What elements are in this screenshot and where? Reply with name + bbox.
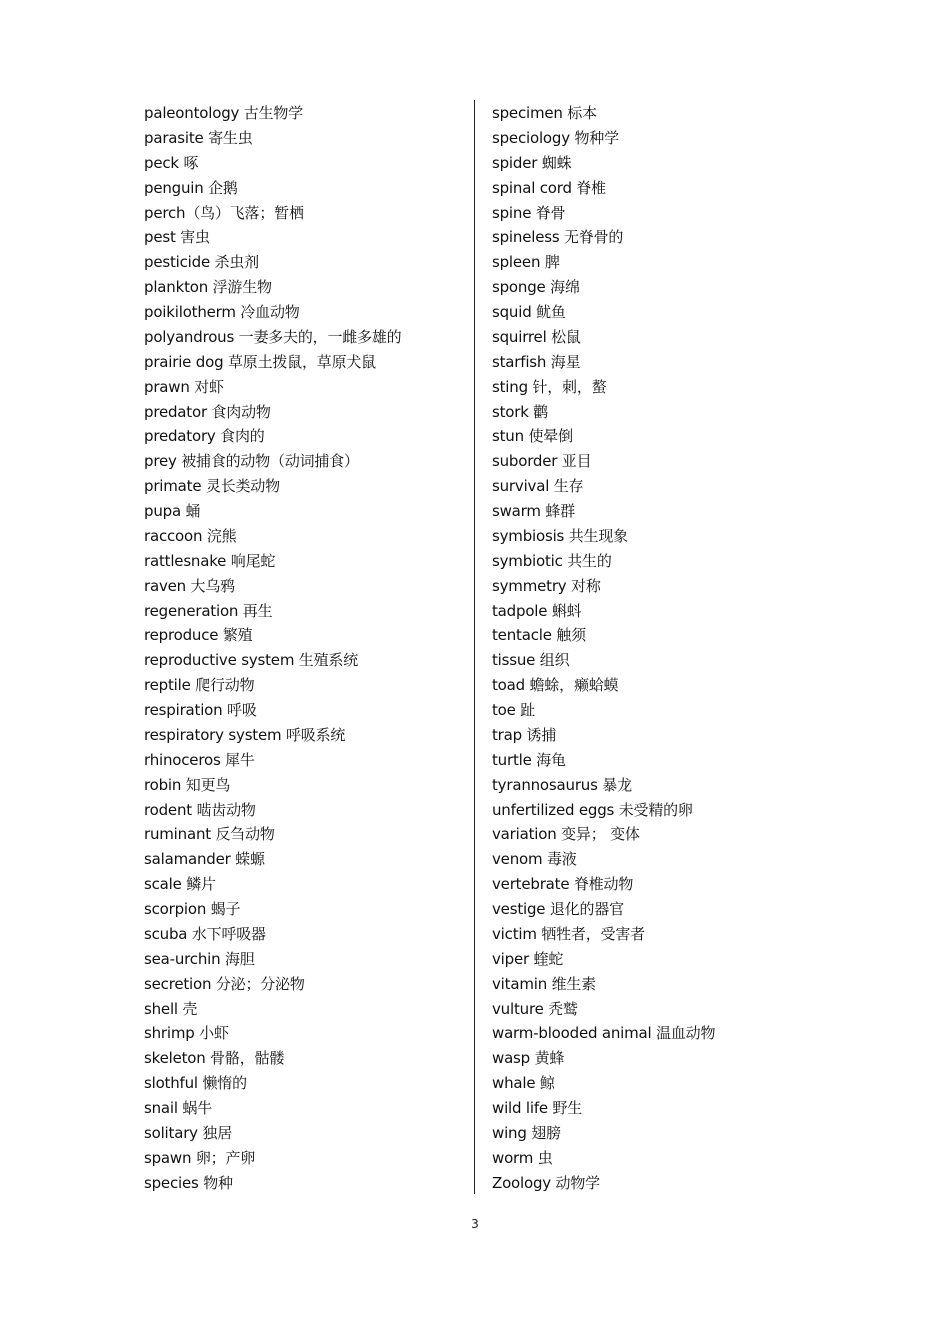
vocabulary-entry: symbiotic 共生的 — [492, 551, 612, 570]
vocabulary-entry: poikilotherm 冷血动物 — [144, 303, 300, 321]
vocabulary-column-left — [144, 101, 464, 1196]
vocabulary-entry: sting 针，刺，螯 — [492, 377, 607, 396]
vocabulary-entry: vertebrate 脊椎动物 — [492, 875, 634, 894]
column-divider — [474, 100, 475, 1194]
vocabulary-entry: rhinoceros 犀牛 — [144, 750, 255, 769]
vocabulary-entry: secretion 分泌；分泌物 — [144, 974, 305, 993]
vocabulary-entry: primate 灵长类动物 — [144, 477, 280, 496]
vocabulary-entry: victim 牺牲者，受害者 — [492, 924, 645, 943]
vocabulary-entry: prey 被捕食的动物（动词捕食） — [144, 452, 359, 471]
vocabulary-entry: plankton 浮游生物 — [144, 278, 272, 297]
vocabulary-entry: snail 蜗牛 — [144, 1099, 213, 1117]
vocabulary-entry: Zoology 动物学 — [492, 1173, 600, 1192]
vocabulary-entry: slothful 懒惰的 — [144, 1074, 247, 1093]
vocabulary-entry: raven 大乌鸦 — [144, 576, 235, 595]
vocabulary-entry: respiratory system 呼吸系统 — [144, 725, 346, 744]
vocabulary-entry: viper 蝰蛇 — [492, 949, 564, 968]
vocabulary-entry: predator 食肉动物 — [144, 402, 271, 421]
vocabulary-entry: regeneration 再生 — [144, 601, 273, 620]
vocabulary-entry: reproduce 繁殖 — [144, 626, 253, 645]
vocabulary-entry: symmetry 对称 — [492, 576, 601, 595]
vocabulary-entry: survival 生存 — [492, 477, 584, 496]
vocabulary-entry: tissue 组织 — [492, 651, 570, 670]
vocabulary-entry: polyandrous 一妻多夫的，一雌多雄的 — [144, 327, 402, 346]
vocabulary-entry: rodent 啮齿动物 — [144, 800, 256, 819]
vocabulary-entry: whale 鲸 — [492, 1074, 555, 1093]
vocabulary-entry: venom 毒液 — [492, 850, 577, 869]
vocabulary-entry: vulture 秃鹫 — [492, 999, 578, 1018]
vocabulary-entry: suborder 亚目 — [492, 452, 592, 471]
vocabulary-entry: raccoon 浣熊 — [144, 526, 237, 545]
vocabulary-entry: toe 趾 — [492, 701, 536, 719]
vocabulary-entry: trap 诱捕 — [492, 725, 557, 744]
vocabulary-entry: tentacle 触须 — [492, 626, 586, 645]
vocabulary-entry: tadpole 蝌蚪 — [492, 601, 582, 620]
page-number: 3 — [471, 1217, 479, 1231]
vocabulary-entry: prairie dog 草原土拨鼠，草原犬鼠 — [144, 352, 376, 371]
vocabulary-entry: scuba 水下呼吸器 — [144, 924, 266, 943]
vocabulary-entry: speciology 物种学 — [492, 128, 619, 147]
vocabulary-entry: reptile 爬行动物 — [144, 676, 255, 695]
vocabulary-entry: paleontology 古生物学 — [144, 104, 303, 122]
vocabulary-entry: perch（鸟）飞落；暂栖 — [144, 203, 304, 222]
vocabulary-entry: parasite 寄生虫 — [144, 128, 253, 147]
vocabulary-entry: species 物种 — [144, 1173, 233, 1192]
vocabulary-entry: shell 壳 — [144, 999, 198, 1018]
vocabulary-entry: symbiosis 共生现象 — [492, 526, 628, 545]
vocabulary-entry: ruminant 反刍动物 — [144, 825, 275, 844]
vocabulary-entry: squid 鱿鱼 — [492, 303, 566, 321]
vocabulary-entry: wing 翅膀 — [492, 1123, 561, 1142]
vocabulary-entry: shrimp 小虾 — [144, 1024, 229, 1043]
vocabulary-entry: spinal cord 脊椎 — [492, 178, 606, 197]
vocabulary-entry: swarm 蜂群 — [492, 502, 575, 520]
vocabulary-entry: scale 鳞片 — [144, 875, 216, 894]
vocabulary-entry: variation 变异； 变体 — [492, 825, 640, 844]
vocabulary-entry: spine 脊骨 — [492, 203, 566, 222]
vocabulary-entry: pest 害虫 — [144, 228, 210, 247]
vocabulary-entry: tyrannosaurus 暴龙 — [492, 775, 632, 794]
vocabulary-entry: pupa 蛹 — [144, 502, 201, 520]
vocabulary-entry: starfish 海星 — [492, 352, 581, 371]
vocabulary-entry: robin 知更鸟 — [144, 775, 231, 794]
vocabulary-entry: stun 使晕倒 — [492, 427, 573, 446]
vocabulary-entry: vestige 退化的器官 — [492, 900, 624, 918]
vocabulary-entry: salamander 蝾螈 — [144, 850, 265, 869]
vocabulary-entry: sea-urchin 海胆 — [144, 949, 255, 968]
vocabulary-entry: prawn 对虾 — [144, 377, 224, 396]
vocabulary-entry: spider 蜘蛛 — [492, 153, 572, 172]
vocabulary-entry: stork 鹳 — [492, 402, 549, 421]
vocabulary-entry: specimen 标本 — [492, 104, 597, 122]
vocabulary-entry: respiration 呼吸 — [144, 701, 257, 719]
vocabulary-entry: vitamin 维生素 — [492, 974, 596, 993]
vocabulary-entry: skeleton 骨骼，骷髅 — [144, 1049, 285, 1068]
vocabulary-entry: unfertilized eggs 未受精的卵 — [492, 800, 693, 819]
vocabulary-entry: solitary 独居 — [144, 1123, 233, 1142]
vocabulary-column-right — [492, 101, 822, 1196]
vocabulary-entry: squirrel 松鼠 — [492, 327, 581, 346]
vocabulary-entry: peck 啄 — [144, 153, 199, 172]
vocabulary-entry: spineless 无脊骨的 — [492, 228, 624, 247]
vocabulary-entry: sponge 海绵 — [492, 278, 580, 297]
vocabulary-entry: rattlesnake 响尾蛇 — [144, 551, 276, 570]
vocabulary-entry: toad 蟾蜍，癞蛤蟆 — [492, 676, 619, 695]
vocabulary-entry: turtle 海龟 — [492, 750, 566, 769]
vocabulary-entry: pesticide 杀虫剂 — [144, 253, 259, 272]
vocabulary-entry: wild life 野生 — [492, 1099, 583, 1117]
vocabulary-entry: spawn 卵；产卵 — [144, 1148, 256, 1167]
vocabulary-entry: scorpion 蝎子 — [144, 900, 241, 918]
vocabulary-entry: worm 虫 — [492, 1148, 553, 1167]
vocabulary-entry: reproductive system 生殖系统 — [144, 651, 358, 670]
vocabulary-entry: spleen 脾 — [492, 253, 560, 272]
vocabulary-entry: predatory 食肉的 — [144, 427, 265, 446]
vocabulary-entry: penguin 企鹅 — [144, 178, 238, 197]
vocabulary-entry: wasp 黄蜂 — [492, 1049, 565, 1068]
vocabulary-entry: warm-blooded animal 温血动物 — [492, 1024, 716, 1043]
